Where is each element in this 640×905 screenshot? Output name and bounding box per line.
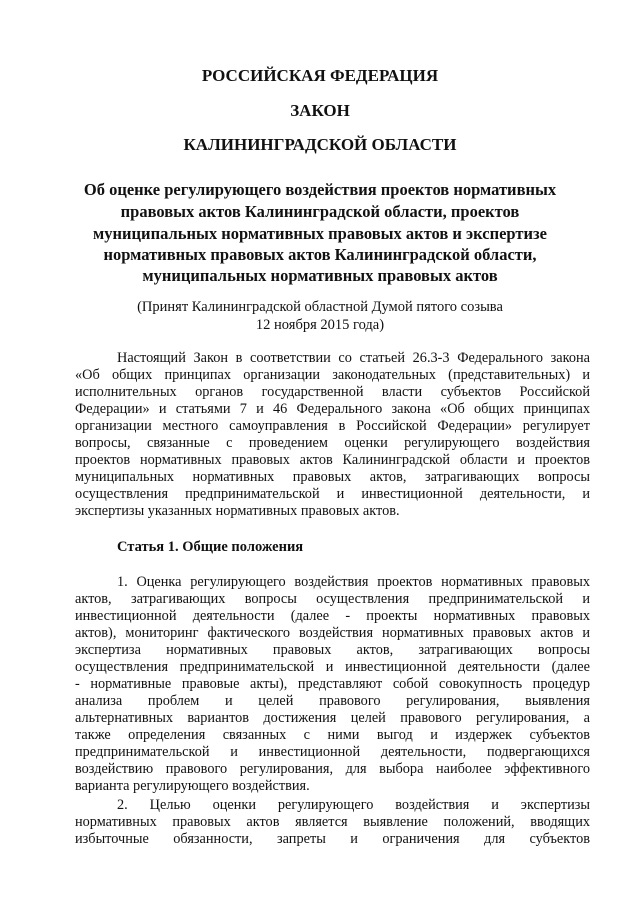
adoption-note-line: (Принят Калининградской областной Думой пятого созыва [137, 299, 503, 315]
header-country: РОССИЙСКАЯ ФЕДЕРАЦИЯ [201, 66, 439, 85]
article-1-heading: Статья 1. Общие положения [117, 539, 304, 555]
paragraph-line: 1. Оценка регулирующего воздействия проектов нормативных правовых [117, 574, 590, 590]
preamble-line: «Об общих принципах организации законодательных (представительных) и [75, 367, 590, 383]
law-title-line: Об оценке регулирующего воздействия проектов нормативных [83, 180, 557, 199]
paragraph-line: также определения связанных с ними выгод и издержек субъектов [75, 727, 590, 743]
law-title-line: муниципальных нормативных правовых актов и экспертизе [93, 224, 547, 243]
adoption-note-line: 12 ноября 2015 года) [255, 317, 385, 333]
paragraph-line: альтернативных вариантов достижения целей правового регулирования, а [75, 710, 590, 726]
header-region: КАЛИНИНГРАДСКОЙ ОБЛАСТИ [183, 135, 457, 154]
preamble-line: муниципальных нормативных правовых актов, затрагивающих вопросы [75, 469, 590, 485]
preamble-line: Настоящий Закон в соответствии со статьей 26.3-3 Федерального закона [117, 350, 590, 366]
paragraph-line: избыточные обязанности, запреты и ограничения для субъектов [75, 831, 590, 847]
paragraph-line: анализа проблем и целей правового регулирования, выявления [75, 693, 590, 709]
paragraph-line: нормативных правовых актов является выявление положений, вводящих [75, 814, 590, 830]
preamble-line: исполнительных органов государственной власти субъектов Российской [75, 384, 590, 400]
paragraph-line: инвестиционной деятельности (далее - проекты нормативных правовых [75, 608, 590, 624]
paragraph-line: актов, затрагивающих вопросы осуществления предпринимательской и [75, 591, 590, 607]
preamble-line: Федерации» и статьями 7 и 46 Федерального закона «Об общих принципах [75, 401, 590, 417]
paragraph-line: осуществления предпринимательской и инвестиционной деятельности (далее [75, 659, 590, 675]
preamble-line: вопросы, связанные с проведением оценки регулирующего воздействия [75, 435, 590, 451]
preamble-line: организации местного самоуправления в Российской Федерации» регулирует [75, 418, 590, 434]
preamble-line: осуществления предпринимательской и инвестиционной деятельности, и [75, 486, 590, 502]
paragraph-line: варианта регулирующего воздействия. [75, 778, 310, 794]
paragraph-line: предпринимательской и инвестиционной деятельности, подвергающихся [75, 744, 590, 760]
preamble-line: экспертизы указанных нормативных правовых актов. [75, 503, 400, 519]
header-doc-type: ЗАКОН [290, 101, 350, 120]
law-title-line: муниципальных нормативных правовых актов [142, 266, 498, 285]
law-title-line: нормативных правовых актов Калининградской области, [103, 245, 537, 264]
law-title-line: правовых актов Калининградской области, проектов [120, 202, 520, 221]
paragraph-line: экспертиза нормативных правовых актов, затрагивающих вопросы [75, 642, 590, 658]
paragraph-line: - нормативные правовые акты), представляют собой совокупность процедур [75, 676, 590, 692]
paragraph-line: 2. Целью оценки регулирующего воздействия и экспертизы [117, 797, 590, 813]
preamble-line: проектов нормативных правовых актов Калининградской области и проектов [75, 452, 590, 468]
paragraph-line: воздействию правового регулирования, для выбора наиболее эффективного [75, 761, 590, 777]
paragraph-line: актов), мониторинг фактического воздействия нормативных правовых актов и [75, 625, 590, 641]
